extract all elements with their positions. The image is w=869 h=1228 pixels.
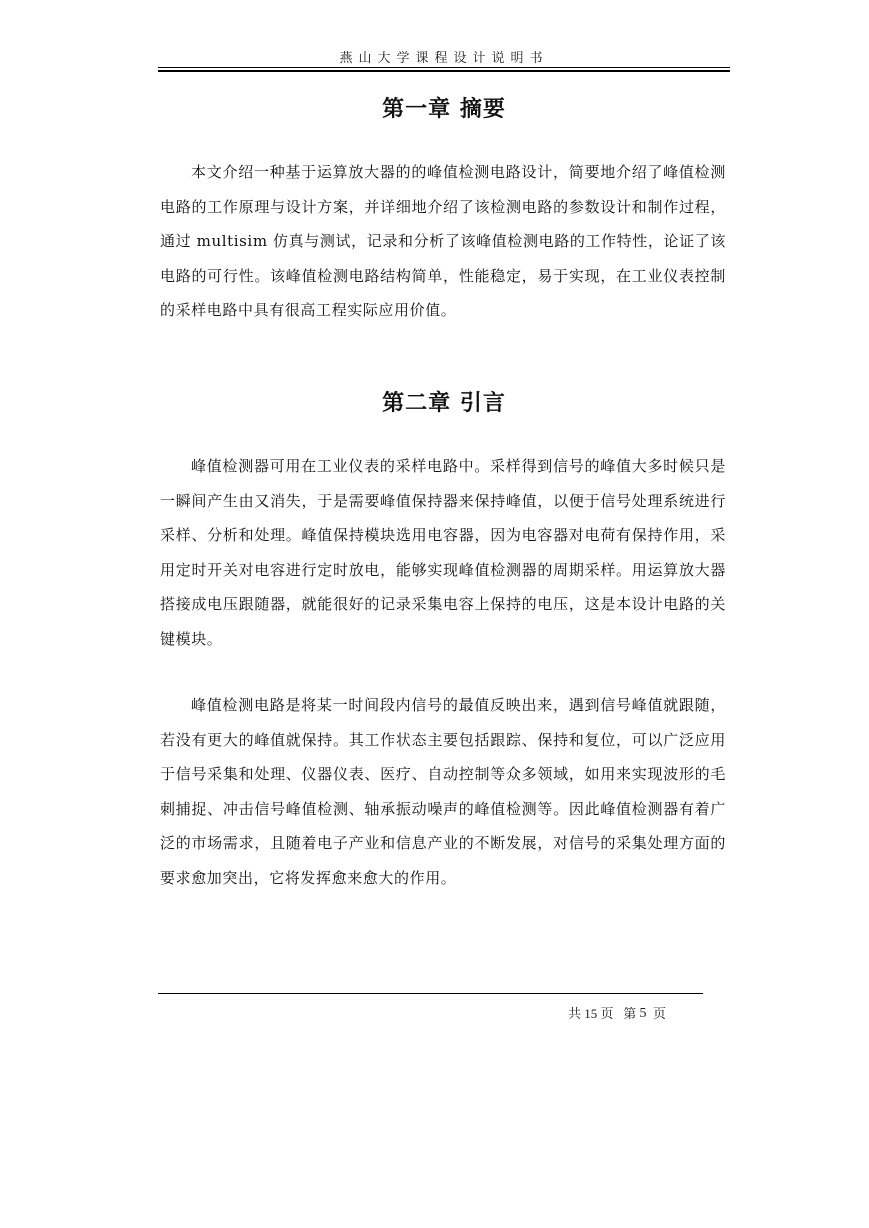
chapter-1-abstract-paragraph: 本文介绍一种基于运算放大器的的峰值检测电路设计，简要地介绍了峰值检测电路的工作原理与设计方案，并详细地介绍了该检测电路的参数设计和制作过程，通过 multisim 仿真与测试，记录和分析了该峰值检测电路的工作特性，论证了该电路的可行性。该峰值检测电路结构简单，性能稳定，易于实现，在工业仪表控制的采样电路中具有很高工程实际应用价值。 bbox=[160, 163, 726, 319]
chapter-2-paragraph-2: 峰值检测电路是将某一时间段内信号的最值反映出来，遇到信号峰值就跟随，若没有更大的峰值就保持。其工作状态主要包括跟踪、保持和复位，可以广泛应用于信号采集和处理、仪器仪表、医疗、自动控制等众多领域，如用来实现波形的毛刺捕捉、冲击信号峰值检测、轴承振动噪声的峰值检测等。因此峰值检测器有着广泛的市场需求，且随着电子产业和信息产业的不断发展，对信号的采集处理方面的要求愈加突出，它将发挥愈来愈大的作用。 bbox=[160, 696, 726, 887]
footer-current-page: 5 bbox=[639, 1006, 647, 1021]
page-number-footer bbox=[568, 1003, 666, 1023]
footer-rule bbox=[158, 993, 703, 994]
footer-current-prefix: 第 bbox=[623, 1006, 637, 1021]
footer-page-word-2: 页 bbox=[653, 1006, 667, 1021]
footer-total-prefix: 共 bbox=[568, 1006, 582, 1021]
document-header-title: 燕山大学课程设计说明书 bbox=[339, 51, 549, 66]
footer-total-pages: 15 bbox=[584, 1006, 598, 1021]
chapter-2-paragraph-1: 峰值检测器可用在工业仪表的采样电路中。采样得到信号的峰值大多时候只是一瞬间产生由又消失，于是需要峰值保持器来保持峰值，以便于信号处理系统进行采样、分析和处理。峰值保持模块选用电容器，因为电容器对电荷有保持作用，采用定时开关对电容进行定时放电，能够实现峰值检测器的周期采样。用运算放大器搭接成电压跟随器，就能很好的记录采集电容上保持的电压，这是本设计电路的关键模块。 bbox=[160, 457, 726, 648]
header-rule-thick bbox=[158, 70, 730, 72]
chapter-2-title: 第二章 引言 bbox=[382, 390, 506, 416]
footer-page-word-1: 页 bbox=[600, 1006, 614, 1021]
chapter-1-title: 第一章 摘要 bbox=[382, 96, 506, 122]
header-rule-thin bbox=[158, 67, 730, 68]
